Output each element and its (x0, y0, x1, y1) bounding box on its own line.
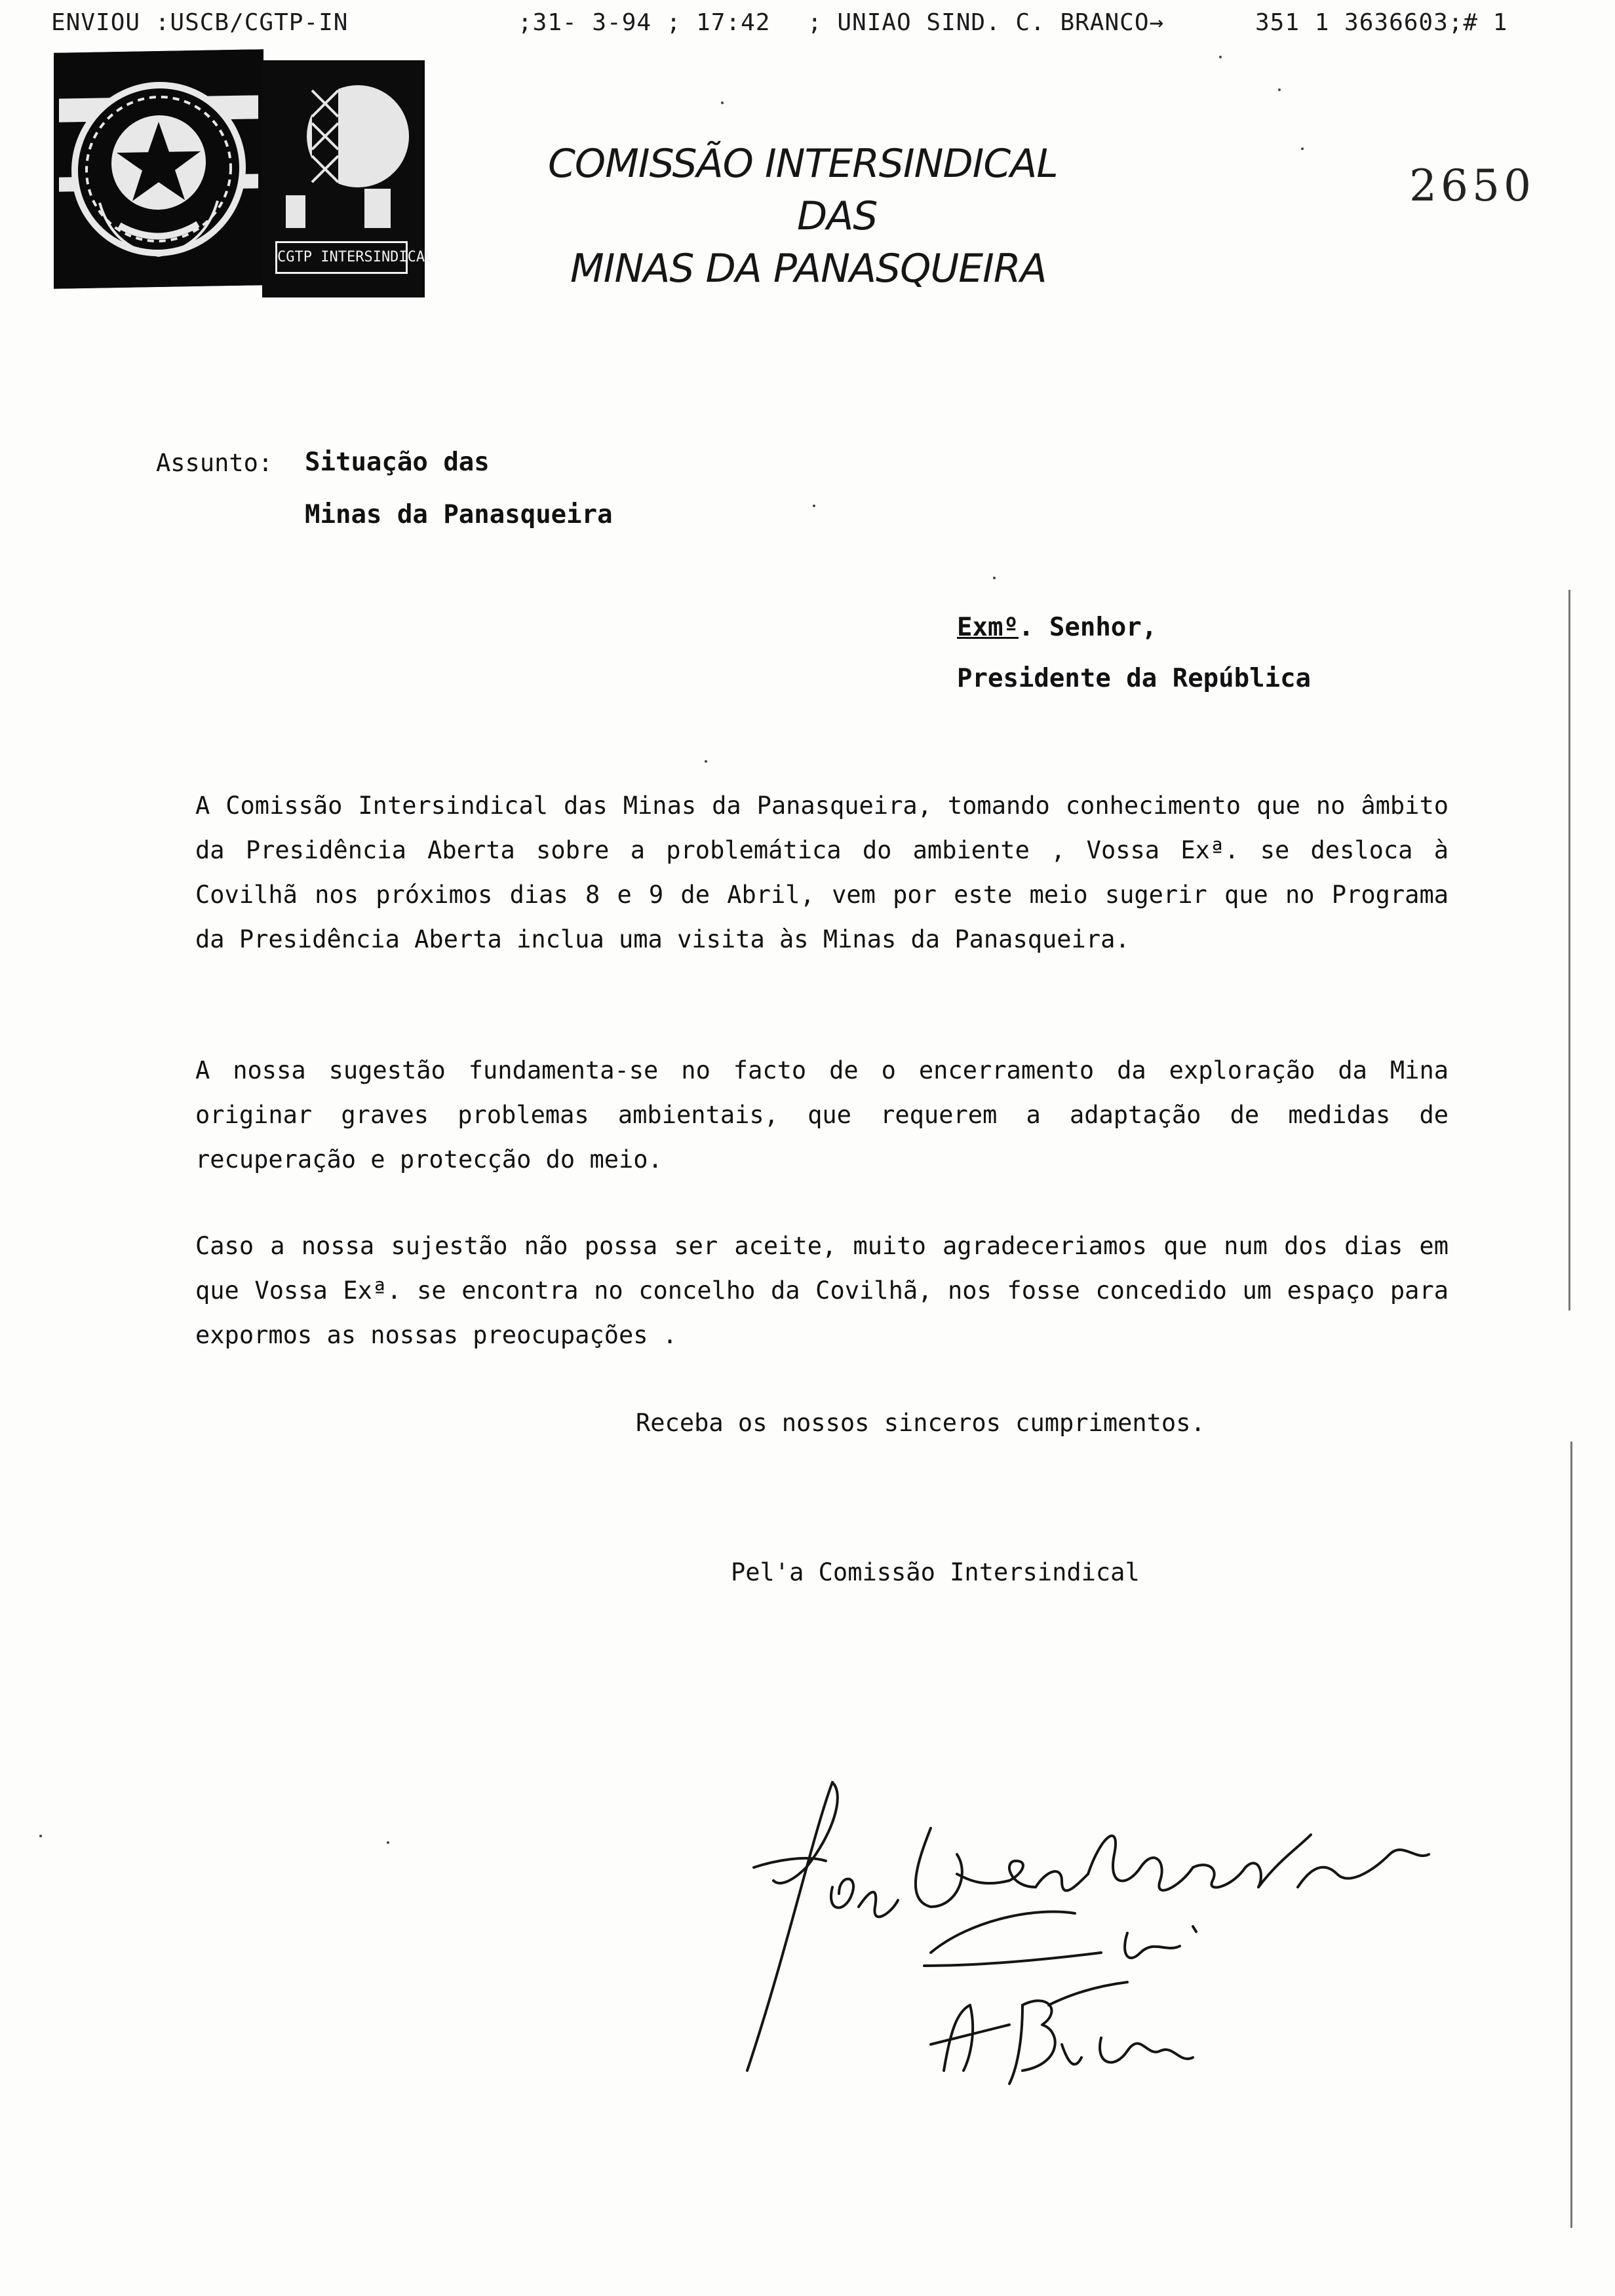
closing-line: Receba os nossos sinceros cumprimentos. (636, 1409, 1205, 1437)
union-emblem-icon (54, 49, 263, 289)
body-paragraph-3: Caso a nossa sujestão não possa ser aceite, muito agradeceriamos que num dos dias em que Vossa Exª. se encontra no concelho da Covilhã, nos fosse concedido um espaço para expormos as nossas preocupações . (195, 1232, 1449, 1349)
scan-speck (993, 577, 996, 579)
fax-sender: ENVIOU :USCB/CGTP-IN (51, 9, 349, 36)
fax-origin: ; UNIAO SIND. C. BRANCO→ (808, 9, 1165, 36)
fax-datetime: ;31- 3-94 ; 17:42 (518, 9, 771, 36)
scan-speck (1219, 56, 1222, 58)
scan-edge-line (1568, 590, 1570, 1311)
letterhead-title-line2: DAS (797, 193, 878, 239)
salutation-line2: Presidente da República (957, 664, 1312, 693)
subject-label: Assunto: (156, 449, 273, 477)
scan-speck (721, 102, 724, 104)
union-emblem-graphic (54, 49, 263, 289)
scan-speck (39, 1835, 42, 1837)
stamp-number: 2650 (1409, 161, 1535, 211)
body-paragraph-2: A nossa sugestão fundamenta-se no facto de o encerramento da exploração da Mina originar graves problemas ambientais, que requerem a adaptação de medidas de recuperação e protecção do meio. (195, 1056, 1449, 1174)
signature-scribbles (734, 1756, 1494, 2123)
body-paragraph-1: A Comissão Intersindical das Minas da Panasqueira, tomando conhecimento que no âmbito da Presidência Aberta sobre a problemática do ambiente , Vossa Exª. se desloca à Covilhã nos próximos dias 8 e 9 de Abril, vem por este meio sugerir que no Programa da Presidência Aberta inclua uma visita às Minas da Panasqueira. (195, 792, 1449, 953)
signatures-icon (734, 1756, 1494, 2123)
subject-line1: Situação das (305, 448, 490, 477)
scan-speck (705, 760, 707, 763)
mine-headframe-graphic (266, 64, 413, 235)
salutation-senhor: . Senhor, (1018, 613, 1158, 642)
subject-line2: Minas da Panasqueira (305, 500, 613, 529)
fax-number: 351 1 3636603;# 1 (1255, 9, 1508, 36)
scan-speck (387, 1841, 389, 1844)
signoff-line: Pel'a Comissão Intersindical (731, 1558, 1140, 1586)
salutation-abbr: Exmº (957, 613, 1019, 642)
scan-speck (1301, 147, 1304, 150)
letterhead-title-line1: COMISSÃO INTERSINDICAL (548, 141, 1058, 187)
cgtp-label: CGTP INTERSINDICAL (275, 241, 408, 274)
letterhead-title-line3: MINAS DA PANASQUEIRA (570, 246, 1047, 292)
scan-speck (1278, 88, 1281, 91)
scan-edge-line (1570, 1442, 1572, 2228)
scan-speck (813, 505, 815, 507)
salutation-line1 (957, 613, 1157, 642)
